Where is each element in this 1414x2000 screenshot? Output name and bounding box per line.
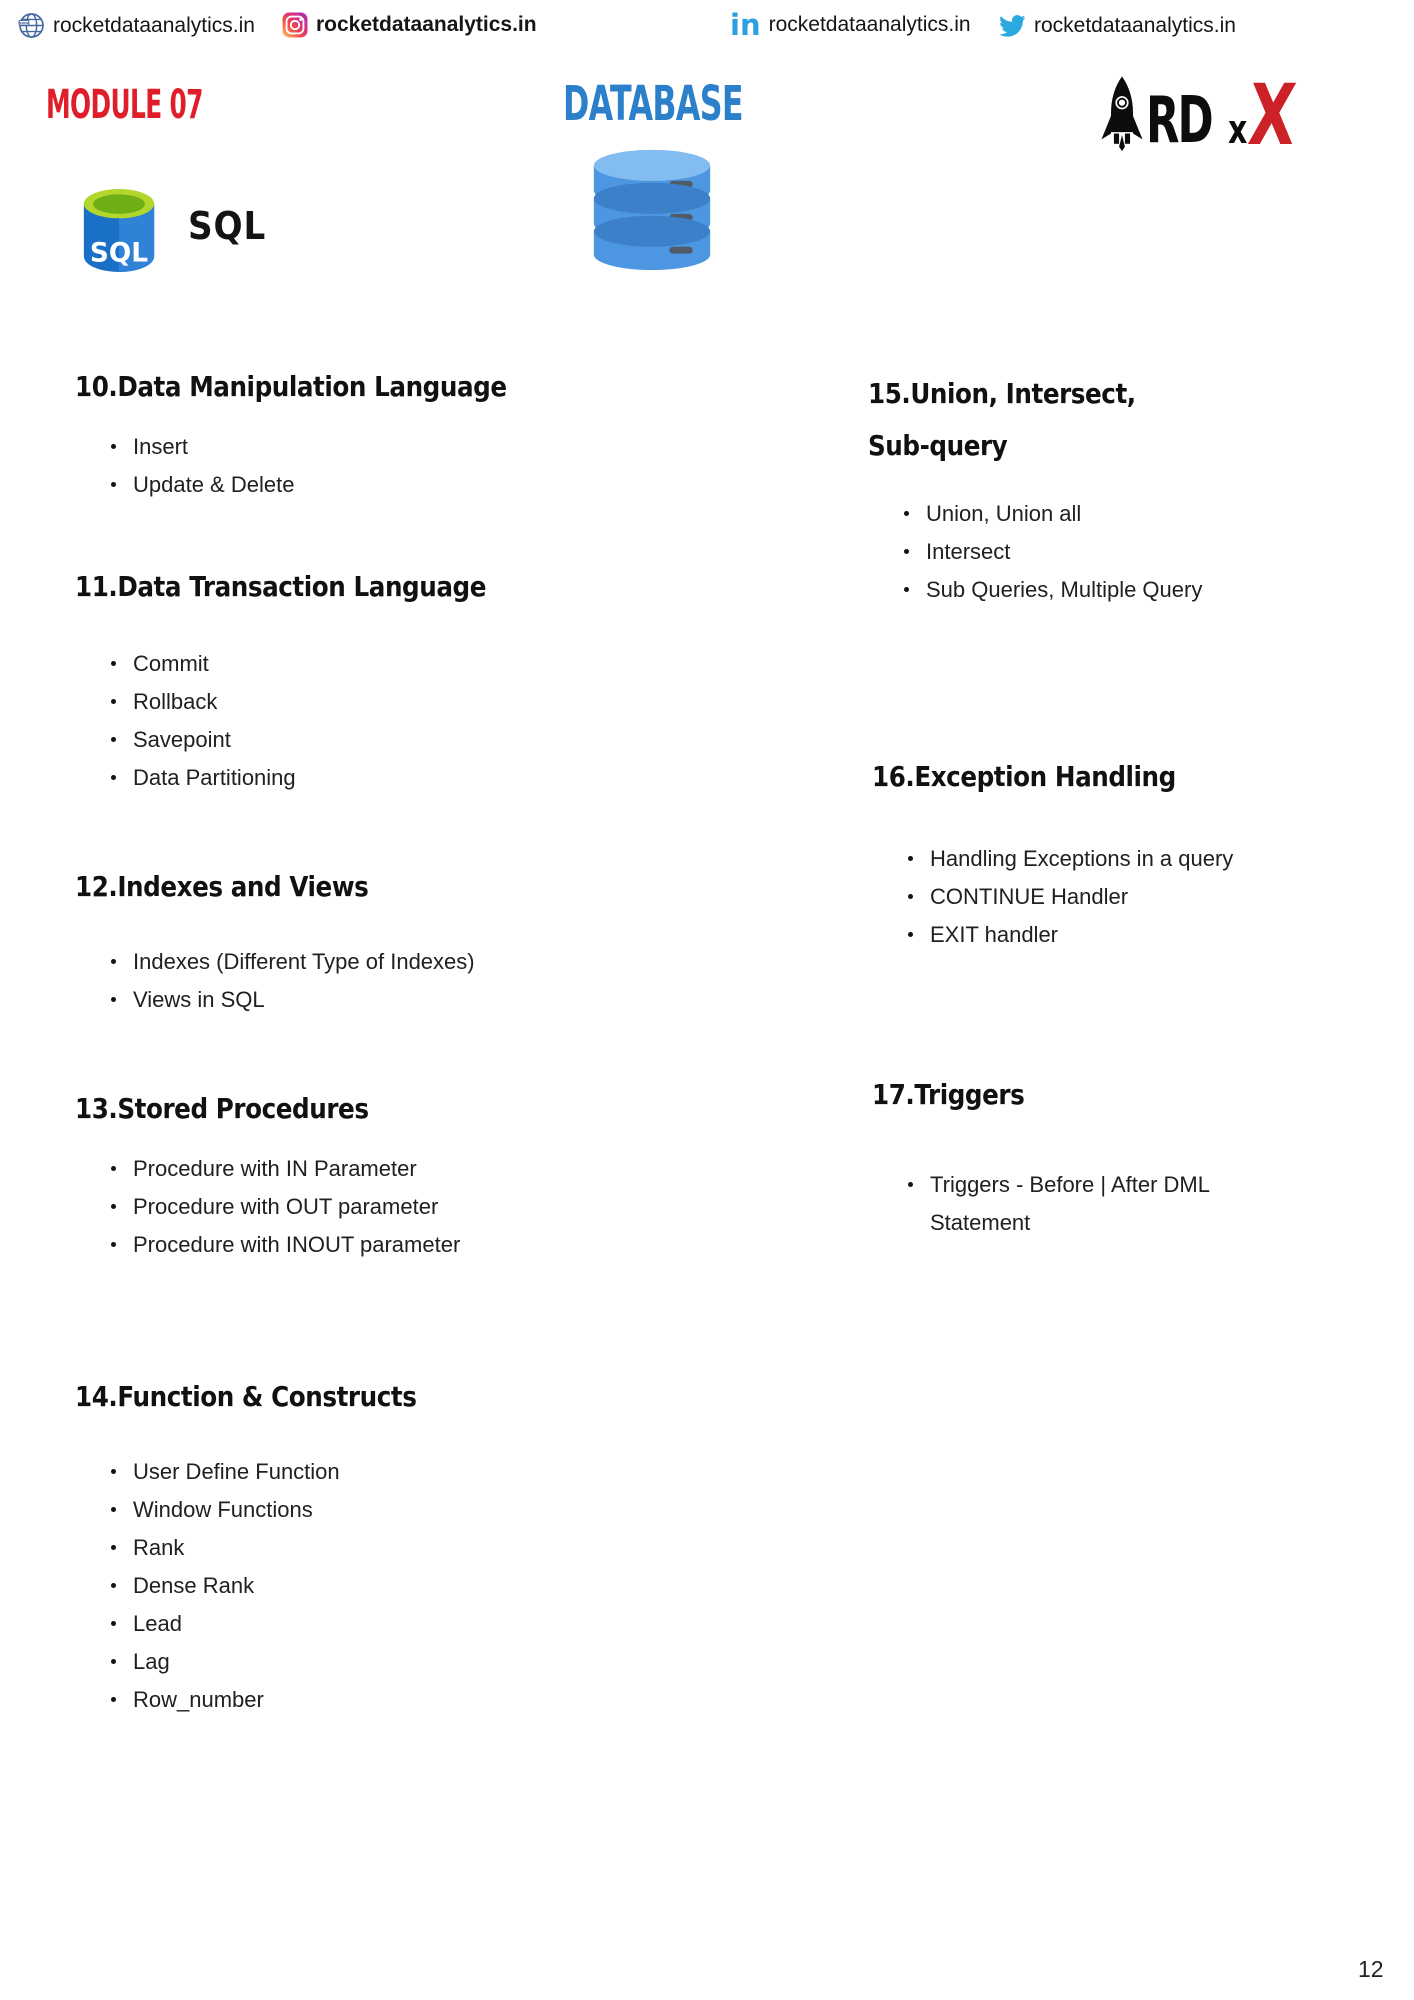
social-handle: rocketdataanalytics.in xyxy=(53,13,255,37)
social-twitter xyxy=(998,12,1236,40)
section-title-line: 10.Data Manipulation Language xyxy=(75,370,507,404)
section-14-function-and-constructs xyxy=(75,1356,463,1719)
topic-list xyxy=(868,495,1202,609)
social-instagram xyxy=(282,12,537,38)
list-item: Indexes (Different Type of Indexes) xyxy=(75,943,475,981)
rdx-logo xyxy=(1100,66,1311,164)
list-item: Sub Queries, Multiple Query xyxy=(868,571,1202,609)
section-13-stored-procedures xyxy=(75,1068,460,1264)
section-16-exception-handling xyxy=(872,736,1233,954)
list-item: Rank xyxy=(75,1529,463,1567)
list-item: Dense Rank xyxy=(75,1567,463,1605)
section-title xyxy=(75,1091,414,1127)
globe-icon xyxy=(18,12,45,39)
list-item: Lag xyxy=(75,1643,463,1681)
list-item: Views in SQL xyxy=(75,981,475,1019)
list-item: Union, Union all xyxy=(868,495,1202,533)
topic-list xyxy=(75,1453,463,1719)
rdx-logo-x-big: X xyxy=(1245,66,1300,164)
section-title xyxy=(75,869,427,905)
list-item: Procedure with IN Parameter xyxy=(75,1150,460,1188)
topic-list xyxy=(75,943,475,1019)
section-title-line: 16.Exception Handling xyxy=(872,760,1176,794)
list-item: Lead xyxy=(75,1605,463,1643)
topic-list xyxy=(872,1166,1302,1242)
social-linkedin xyxy=(730,8,971,42)
section-title-line: Sub-query xyxy=(868,429,1008,463)
section-title-line: 14.Function & Constructs xyxy=(75,1380,417,1414)
page-title: DATABASE xyxy=(563,76,743,132)
list-item: Procedure with INOUT parameter xyxy=(75,1226,460,1264)
list-item: Commit xyxy=(75,645,542,683)
list-item: User Define Function xyxy=(75,1453,463,1491)
list-item: Update & Delete xyxy=(75,466,566,504)
topic-list xyxy=(75,1150,460,1264)
list-item: CONTINUE Handler xyxy=(872,878,1233,916)
social-handle: rocketdataanalytics.in xyxy=(768,13,971,36)
svg-text:www.: www. xyxy=(18,20,30,26)
list-item: Row_number xyxy=(75,1681,463,1719)
section-15-union-intersect-subquery xyxy=(868,353,1202,609)
section-10-data-manipulation-language xyxy=(75,346,566,504)
section-title-line: 15.Union, Intersect, xyxy=(868,377,1136,411)
list-item: Window Functions xyxy=(75,1491,463,1529)
list-item: Rollback xyxy=(75,683,542,721)
section-title xyxy=(75,569,486,605)
list-item: EXIT handler xyxy=(872,916,1233,954)
topic-list xyxy=(75,645,542,797)
section-title-line: 12.Indexes and Views xyxy=(75,870,369,904)
section-17-triggers xyxy=(872,1054,1302,1242)
rdx-logo-x-small: x xyxy=(1228,107,1248,153)
sql-icon-text: SQL xyxy=(89,238,149,269)
section-title xyxy=(868,376,1162,464)
section-11-data-transaction-language xyxy=(75,546,542,797)
section-title-line: 13.Stored Procedures xyxy=(75,1092,369,1126)
list-item: Savepoint xyxy=(75,721,542,759)
list-item: Procedure with OUT parameter xyxy=(75,1188,460,1226)
rdx-logo-rd: RD xyxy=(1146,84,1212,158)
linkedin-icon: in xyxy=(730,8,761,42)
rocket-icon xyxy=(1100,72,1144,154)
list-item: Handling Exceptions in a query xyxy=(872,840,1233,878)
topic-list xyxy=(872,840,1233,954)
instagram-icon xyxy=(282,12,308,38)
social-website xyxy=(18,12,255,39)
subject-title: SQL xyxy=(188,204,267,248)
twitter-icon xyxy=(998,12,1026,40)
section-title xyxy=(75,369,507,405)
section-title xyxy=(872,759,1190,795)
section-title xyxy=(75,1379,416,1415)
social-handle: rocketdataanalytics.in xyxy=(316,13,537,36)
section-title-line: 11.Data Transaction Language xyxy=(75,570,487,604)
module-label: MODULE 07 xyxy=(46,82,203,128)
list-item: Insert xyxy=(75,428,566,466)
list-item: Data Partitioning xyxy=(75,759,542,797)
list-item: Triggers - Before | After DML Statement xyxy=(872,1166,1302,1242)
page-number: 12 xyxy=(1358,1956,1384,1982)
section-title-line: 17.Triggers xyxy=(872,1078,1025,1112)
sql-database-icon xyxy=(78,182,160,280)
social-handle: rocketdataanalytics.in xyxy=(1034,14,1236,37)
database-icon xyxy=(588,146,716,272)
list-item: Intersect xyxy=(868,533,1202,571)
section-title xyxy=(872,1077,1250,1113)
section-12-indexes-and-views xyxy=(75,846,475,1019)
topic-list xyxy=(75,428,566,504)
